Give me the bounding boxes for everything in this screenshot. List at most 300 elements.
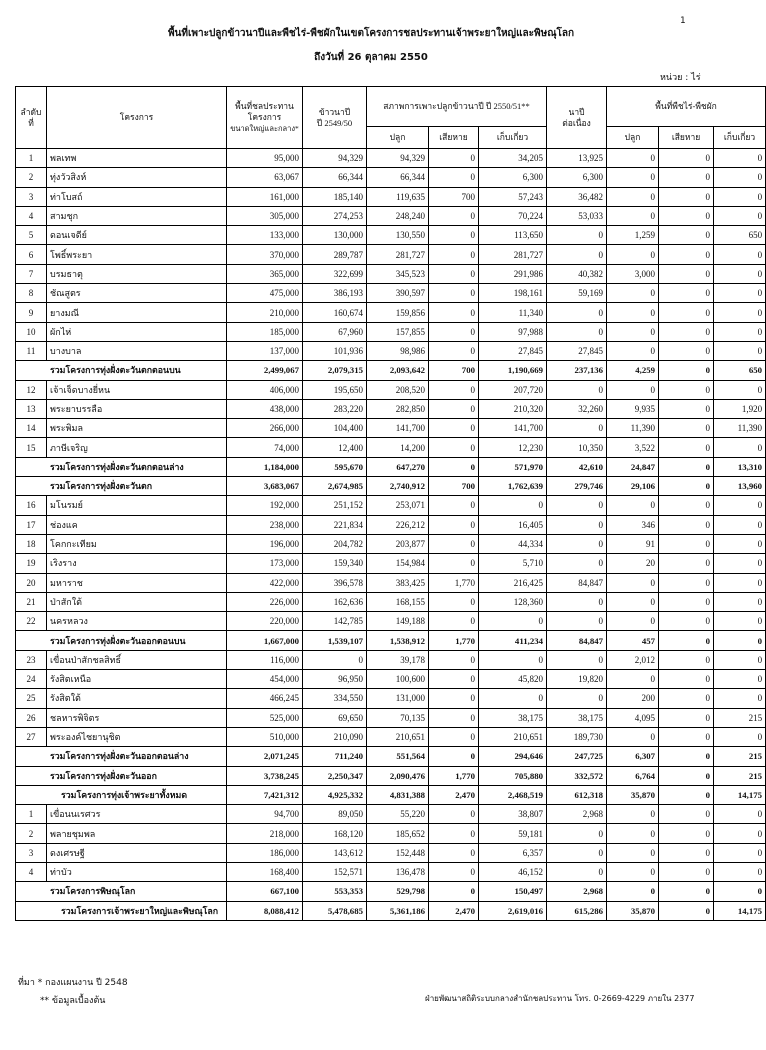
- row-name: บรมธาตุ: [47, 264, 227, 283]
- cell-field-plant: 0: [607, 727, 659, 746]
- row-number: 2: [16, 824, 47, 843]
- cell-field-harvest: 0: [714, 264, 766, 283]
- cell-field-harvest: 0: [714, 805, 766, 824]
- cell-field-harvest: 0: [714, 303, 766, 322]
- cell-continuous-rice: 0: [547, 322, 607, 341]
- cell-rice-damage: 0: [429, 882, 479, 901]
- row-number: 8: [16, 284, 47, 303]
- cell-rice-plan: 334,550: [303, 689, 367, 708]
- cell-field-harvest: 0: [714, 882, 766, 901]
- cell-rice-harvest: 2,619,016: [479, 901, 547, 920]
- cell-continuous-rice: 42,610: [547, 457, 607, 476]
- cell-continuous-rice: 0: [547, 303, 607, 322]
- row-name: รวมโครงการทุ่งฝั่งตะวันตก: [16, 477, 227, 496]
- cell-rice-plant: 203,877: [367, 534, 429, 553]
- cell-field-harvest: 13,960: [714, 477, 766, 496]
- cell-field-harvest: 0: [714, 496, 766, 515]
- cell-field-damage: 0: [659, 882, 714, 901]
- cell-field-damage: 0: [659, 670, 714, 689]
- cell-field-harvest: 0: [714, 554, 766, 573]
- cell-rice-damage: 0: [429, 496, 479, 515]
- cell-irrigated-area: 3,683,067: [227, 477, 303, 496]
- cell-rice-plant: 141,700: [367, 419, 429, 438]
- cell-rice-harvest: 6,357: [479, 843, 547, 862]
- cell-field-plant: 0: [607, 824, 659, 843]
- row-name: มหาราช: [47, 573, 227, 592]
- cell-rice-plan: 553,353: [303, 882, 367, 901]
- cell-rice-damage: 0: [429, 650, 479, 669]
- cell-field-damage: 0: [659, 805, 714, 824]
- cell-field-damage: 0: [659, 785, 714, 804]
- cell-continuous-rice: 84,847: [547, 573, 607, 592]
- cell-continuous-rice: 0: [547, 689, 607, 708]
- cell-field-plant: 0: [607, 805, 659, 824]
- cell-field-plant: 9,935: [607, 399, 659, 418]
- cell-rice-plan: 162,636: [303, 592, 367, 611]
- row-number: 25: [16, 689, 47, 708]
- cell-field-harvest: 0: [714, 592, 766, 611]
- cell-rice-damage: 0: [429, 805, 479, 824]
- header-rice-plant: ปลูก: [367, 127, 429, 149]
- cell-field-harvest: 0: [714, 824, 766, 843]
- cell-rice-plan: 143,612: [303, 843, 367, 862]
- cell-irrigated-area: 370,000: [227, 245, 303, 264]
- cell-rice-harvest: 0: [479, 689, 547, 708]
- cell-field-plant: 0: [607, 168, 659, 187]
- table-row: [16, 168, 766, 187]
- cell-rice-plant: 529,798: [367, 882, 429, 901]
- cell-field-damage: 0: [659, 399, 714, 418]
- cell-rice-plant: 39,178: [367, 650, 429, 669]
- row-number: 15: [16, 438, 47, 457]
- cell-rice-harvest: 11,340: [479, 303, 547, 322]
- row-name: มโนรมย์: [47, 496, 227, 515]
- cell-continuous-rice: 2,968: [547, 805, 607, 824]
- table-row: [16, 438, 766, 457]
- cell-field-damage: 0: [659, 727, 714, 746]
- cell-field-damage: 0: [659, 515, 714, 534]
- cell-rice-plan: 210,090: [303, 727, 367, 746]
- cell-continuous-rice: 0: [547, 612, 607, 631]
- row-name: ยางมณี: [47, 303, 227, 322]
- cell-rice-plant: 55,220: [367, 805, 429, 824]
- planting-area-table: [15, 86, 766, 921]
- cell-rice-plant: 551,564: [367, 747, 429, 766]
- row-name: ชัณสูตร: [47, 284, 227, 303]
- subtotal-row: [16, 477, 766, 496]
- cell-rice-plant: 159,856: [367, 303, 429, 322]
- table-row: [16, 187, 766, 206]
- header-plan-line2: ปี 2549/50: [316, 117, 353, 128]
- cell-continuous-rice: 84,847: [547, 631, 607, 650]
- table-row: [16, 805, 766, 824]
- cell-field-damage: 0: [659, 168, 714, 187]
- row-number: 17: [16, 515, 47, 534]
- footnote-source: ที่มา * กองแผนงาน ปี 2548: [18, 978, 128, 988]
- cell-rice-harvest: 5,710: [479, 554, 547, 573]
- cell-field-plant: 11,390: [607, 419, 659, 438]
- cell-continuous-rice: 13,925: [547, 149, 607, 168]
- cell-field-plant: 20: [607, 554, 659, 573]
- cell-continuous-rice: 27,845: [547, 341, 607, 360]
- cell-rice-damage: 1,770: [429, 631, 479, 650]
- row-number: 6: [16, 245, 47, 264]
- table-row: [16, 322, 766, 341]
- cell-rice-plant: 5,361,186: [367, 901, 429, 920]
- cell-rice-plant: 119,635: [367, 187, 429, 206]
- cell-rice-plant: 210,651: [367, 727, 429, 746]
- cell-rice-harvest: 97,988: [479, 322, 547, 341]
- cell-field-harvest: 0: [714, 341, 766, 360]
- cell-rice-plan: 322,699: [303, 264, 367, 283]
- cell-irrigated-area: 1,184,000: [227, 457, 303, 476]
- cell-continuous-rice: 53,033: [547, 206, 607, 225]
- header-rice-harvest: เก็บเกี่ยว: [479, 127, 547, 149]
- cell-rice-plan: 160,674: [303, 303, 367, 322]
- cell-rice-plant: 345,523: [367, 264, 429, 283]
- cell-field-damage: 0: [659, 419, 714, 438]
- cell-field-plant: 457: [607, 631, 659, 650]
- row-name: ดงเศรษฐี: [47, 843, 227, 862]
- cell-continuous-rice: 0: [547, 245, 607, 264]
- cell-rice-plan: 1,539,107: [303, 631, 367, 650]
- cell-field-plant: 0: [607, 303, 659, 322]
- cell-rice-plant: 253,071: [367, 496, 429, 515]
- cell-continuous-rice: 279,746: [547, 477, 607, 496]
- row-name: ชลหารพิจิตร: [47, 708, 227, 727]
- cell-continuous-rice: 59,169: [547, 284, 607, 303]
- cell-rice-harvest: 128,360: [479, 592, 547, 611]
- cell-rice-plant: 2,740,912: [367, 477, 429, 496]
- cell-field-harvest: 0: [714, 322, 766, 341]
- cell-field-damage: 0: [659, 187, 714, 206]
- table-row: [16, 843, 766, 862]
- cell-field-plant: 0: [607, 284, 659, 303]
- cell-rice-harvest: 2,468,519: [479, 785, 547, 804]
- table-row: [16, 708, 766, 727]
- cell-field-harvest: 0: [714, 380, 766, 399]
- table-row: [16, 341, 766, 360]
- cell-irrigated-area: 422,000: [227, 573, 303, 592]
- row-name: รวมโครงการทุ่งฝั่งตะวันตกตอนบน: [16, 361, 227, 380]
- page-number: 1: [680, 16, 686, 26]
- cell-field-harvest: 11,390: [714, 419, 766, 438]
- cell-field-plant: 346: [607, 515, 659, 534]
- cell-rice-plan: 69,650: [303, 708, 367, 727]
- cell-field-damage: 0: [659, 747, 714, 766]
- cell-rice-harvest: 12,230: [479, 438, 547, 457]
- table-row: [16, 245, 766, 264]
- cell-rice-plan: 289,787: [303, 245, 367, 264]
- cell-continuous-rice: 0: [547, 592, 607, 611]
- cell-field-plant: 0: [607, 843, 659, 862]
- cell-rice-damage: 2,470: [429, 901, 479, 920]
- cell-continuous-rice: 2,968: [547, 882, 607, 901]
- cell-rice-plan: 221,834: [303, 515, 367, 534]
- row-name: พระยาบรรลือ: [47, 399, 227, 418]
- table-row: [16, 592, 766, 611]
- cell-rice-plan: 66,344: [303, 168, 367, 187]
- cell-continuous-rice: 0: [547, 862, 607, 881]
- cell-field-plant: 0: [607, 187, 659, 206]
- cell-field-plant: 0: [607, 496, 659, 515]
- cell-field-plant: 6,764: [607, 766, 659, 785]
- cell-rice-harvest: 44,334: [479, 534, 547, 553]
- cell-field-harvest: 215: [714, 747, 766, 766]
- cell-continuous-rice: 0: [547, 496, 607, 515]
- header-field-damage: เสียหาย: [659, 127, 714, 149]
- cell-field-plant: 0: [607, 670, 659, 689]
- cell-field-harvest: 0: [714, 612, 766, 631]
- table-row: [16, 727, 766, 746]
- cell-rice-plant: 1,538,912: [367, 631, 429, 650]
- header-area-line3: ขนาดใหญ่และกลาง*: [230, 124, 299, 133]
- cell-rice-plant: 149,188: [367, 612, 429, 631]
- header-cont-line1: นาปี: [568, 106, 585, 117]
- cell-continuous-rice: 32,260: [547, 399, 607, 418]
- cell-field-harvest: 0: [714, 187, 766, 206]
- table-row: [16, 554, 766, 573]
- row-name: รังสิตใต้: [47, 689, 227, 708]
- cell-rice-plan: 159,340: [303, 554, 367, 573]
- cell-irrigated-area: 173,000: [227, 554, 303, 573]
- row-name: ทุ่งวัวสิงห์: [47, 168, 227, 187]
- cell-field-damage: 0: [659, 554, 714, 573]
- row-number: 3: [16, 843, 47, 862]
- cell-field-harvest: 14,175: [714, 785, 766, 804]
- cell-rice-damage: 0: [429, 322, 479, 341]
- row-number: 12: [16, 380, 47, 399]
- cell-rice-damage: 0: [429, 168, 479, 187]
- cell-rice-plant: 98,986: [367, 341, 429, 360]
- cell-rice-harvest: 0: [479, 496, 547, 515]
- cell-field-harvest: 215: [714, 766, 766, 785]
- header-plan-line1: ข้าวนาปี: [318, 106, 351, 117]
- cell-field-plant: 24,847: [607, 457, 659, 476]
- cell-continuous-rice: 332,572: [547, 766, 607, 785]
- cell-rice-harvest: 38,807: [479, 805, 547, 824]
- cell-field-damage: 0: [659, 631, 714, 650]
- cell-field-plant: 0: [607, 882, 659, 901]
- cell-rice-plan: 168,120: [303, 824, 367, 843]
- row-number: 23: [16, 650, 47, 669]
- row-number: 9: [16, 303, 47, 322]
- document-date: ถึงวันที่ 26 ตุลาคม 2550: [314, 52, 428, 63]
- cell-field-plant: 35,870: [607, 785, 659, 804]
- row-name: เจ้าเจ็ดบางยี่หน: [47, 380, 227, 399]
- table-row: [16, 670, 766, 689]
- cell-rice-damage: 0: [429, 515, 479, 534]
- cell-rice-damage: 0: [429, 206, 479, 225]
- row-number: 3: [16, 187, 47, 206]
- row-number: 22: [16, 612, 47, 631]
- cell-rice-harvest: 210,651: [479, 727, 547, 746]
- cell-field-damage: 0: [659, 341, 714, 360]
- cell-rice-damage: 0: [429, 149, 479, 168]
- cell-field-harvest: 0: [714, 534, 766, 553]
- cell-field-harvest: 0: [714, 843, 766, 862]
- cell-field-plant: 0: [607, 341, 659, 360]
- row-name: โคกกะเทียม: [47, 534, 227, 553]
- row-number: 5: [16, 226, 47, 245]
- cell-irrigated-area: 7,421,312: [227, 785, 303, 804]
- cell-rice-plan: 396,578: [303, 573, 367, 592]
- cell-rice-damage: 0: [429, 747, 479, 766]
- cell-field-harvest: 0: [714, 573, 766, 592]
- cell-field-harvest: 14,175: [714, 901, 766, 920]
- cell-rice-plant: 2,093,642: [367, 361, 429, 380]
- row-name: เขื่อนป่าสักชลสิทธิ์: [47, 650, 227, 669]
- cell-rice-plan: 130,000: [303, 226, 367, 245]
- table-row: [16, 380, 766, 399]
- cell-rice-damage: 0: [429, 534, 479, 553]
- cell-rice-plant: 248,240: [367, 206, 429, 225]
- cell-field-damage: 0: [659, 245, 714, 264]
- header-field-plant: ปลูก: [607, 127, 659, 149]
- cell-rice-harvest: 6,300: [479, 168, 547, 187]
- cell-rice-harvest: 294,646: [479, 747, 547, 766]
- table-row: [16, 862, 766, 881]
- cell-rice-harvest: 45,820: [479, 670, 547, 689]
- cell-rice-harvest: 198,161: [479, 284, 547, 303]
- table-row: [16, 419, 766, 438]
- header-project: โครงการ: [47, 87, 227, 149]
- cell-continuous-rice: 36,482: [547, 187, 607, 206]
- row-name: ผักไห่: [47, 322, 227, 341]
- cell-irrigated-area: 238,000: [227, 515, 303, 534]
- row-name: รวมโครงการเจ้าพระยาใหญ่และพิษณุโลก: [16, 901, 227, 920]
- cell-irrigated-area: 63,067: [227, 168, 303, 187]
- cell-continuous-rice: 38,175: [547, 708, 607, 727]
- cell-field-plant: 2,012: [607, 650, 659, 669]
- row-name: ดอนเจดีย์: [47, 226, 227, 245]
- cell-rice-harvest: 46,152: [479, 862, 547, 881]
- cell-field-plant: 0: [607, 612, 659, 631]
- row-name: พลายชุมพล: [47, 824, 227, 843]
- row-number: 14: [16, 419, 47, 438]
- row-number: 19: [16, 554, 47, 573]
- row-name: ช่องแค: [47, 515, 227, 534]
- cell-rice-plant: 94,329: [367, 149, 429, 168]
- cell-field-damage: 0: [659, 206, 714, 225]
- row-name: รังสิตเหนือ: [47, 670, 227, 689]
- cell-continuous-rice: 6,300: [547, 168, 607, 187]
- cell-rice-plan: 386,193: [303, 284, 367, 303]
- cell-rice-plant: 2,090,476: [367, 766, 429, 785]
- cell-irrigated-area: 218,000: [227, 824, 303, 843]
- cell-irrigated-area: 220,000: [227, 612, 303, 631]
- cell-field-damage: 0: [659, 534, 714, 553]
- row-name: ท่าบัว: [47, 862, 227, 881]
- table-row: [16, 226, 766, 245]
- subtotal-row: [16, 457, 766, 476]
- cell-continuous-rice: 0: [547, 650, 607, 669]
- cell-rice-plan: 2,674,985: [303, 477, 367, 496]
- cell-rice-damage: 0: [429, 592, 479, 611]
- row-name: เริงราง: [47, 554, 227, 573]
- header-area-line1: พื้นที่ชลประทาน: [235, 101, 294, 111]
- cell-rice-plan: 2,079,315: [303, 361, 367, 380]
- row-number: 21: [16, 592, 47, 611]
- cell-rice-plan: 4,925,332: [303, 785, 367, 804]
- cell-irrigated-area: 1,667,000: [227, 631, 303, 650]
- table-row: [16, 515, 766, 534]
- cell-continuous-rice: 0: [547, 554, 607, 573]
- cell-rice-harvest: 210,320: [479, 399, 547, 418]
- cell-rice-plan: 101,936: [303, 341, 367, 360]
- cell-field-plant: 0: [607, 380, 659, 399]
- cell-rice-damage: 0: [429, 438, 479, 457]
- cell-field-harvest: 650: [714, 226, 766, 245]
- cell-irrigated-area: 74,000: [227, 438, 303, 457]
- cell-field-harvest: 0: [714, 670, 766, 689]
- row-name: ท่าโบสถ์: [47, 187, 227, 206]
- cell-field-plant: 3,522: [607, 438, 659, 457]
- cell-continuous-rice: 40,382: [547, 264, 607, 283]
- cell-rice-damage: 0: [429, 264, 479, 283]
- table-row: [16, 689, 766, 708]
- unit-label: หน่วย : ไร่: [660, 73, 701, 83]
- cell-field-plant: 3,000: [607, 264, 659, 283]
- table-header: [16, 87, 766, 149]
- table-row: [16, 284, 766, 303]
- cell-rice-damage: 0: [429, 862, 479, 881]
- cell-rice-plant: 66,344: [367, 168, 429, 187]
- cell-rice-plan: 0: [303, 650, 367, 669]
- cell-irrigated-area: 95,000: [227, 149, 303, 168]
- row-number: 24: [16, 670, 47, 689]
- cell-rice-damage: 700: [429, 361, 479, 380]
- cell-rice-plan: 204,782: [303, 534, 367, 553]
- row-name: รวมโครงการทุ่งฝั่งตะวันออกตอนล่าง: [16, 747, 227, 766]
- cell-field-damage: 0: [659, 592, 714, 611]
- cell-rice-harvest: 0: [479, 612, 547, 631]
- cell-rice-damage: 0: [429, 419, 479, 438]
- cell-rice-plan: 274,253: [303, 206, 367, 225]
- cell-rice-harvest: 207,720: [479, 380, 547, 399]
- cell-field-harvest: 1,920: [714, 399, 766, 418]
- row-name: ภาษีเจริญ: [47, 438, 227, 457]
- cell-irrigated-area: 94,700: [227, 805, 303, 824]
- table-row: [16, 206, 766, 225]
- cell-irrigated-area: 667,100: [227, 882, 303, 901]
- row-number: 26: [16, 708, 47, 727]
- cell-continuous-rice: 0: [547, 515, 607, 534]
- header-irrigated-area: [227, 87, 303, 149]
- cell-rice-damage: 700: [429, 187, 479, 206]
- cell-field-damage: 0: [659, 361, 714, 380]
- cell-continuous-rice: 19,820: [547, 670, 607, 689]
- cell-rice-damage: 1,770: [429, 766, 479, 785]
- cell-field-damage: 0: [659, 477, 714, 496]
- cell-irrigated-area: 137,000: [227, 341, 303, 360]
- cell-rice-plant: 647,270: [367, 457, 429, 476]
- cell-irrigated-area: 161,000: [227, 187, 303, 206]
- cell-field-harvest: 650: [714, 361, 766, 380]
- header-rice-plan: [303, 87, 367, 149]
- cell-rice-plan: 251,152: [303, 496, 367, 515]
- cell-field-damage: 0: [659, 496, 714, 515]
- row-name: พลเทพ: [47, 149, 227, 168]
- cell-field-plant: 0: [607, 206, 659, 225]
- cell-rice-harvest: 1,190,669: [479, 361, 547, 380]
- cell-field-plant: 6,307: [607, 747, 659, 766]
- cell-rice-plan: 89,050: [303, 805, 367, 824]
- cell-irrigated-area: 8,088,412: [227, 901, 303, 920]
- cell-irrigated-area: 406,000: [227, 380, 303, 399]
- cell-rice-harvest: 571,970: [479, 457, 547, 476]
- cell-field-plant: 0: [607, 862, 659, 881]
